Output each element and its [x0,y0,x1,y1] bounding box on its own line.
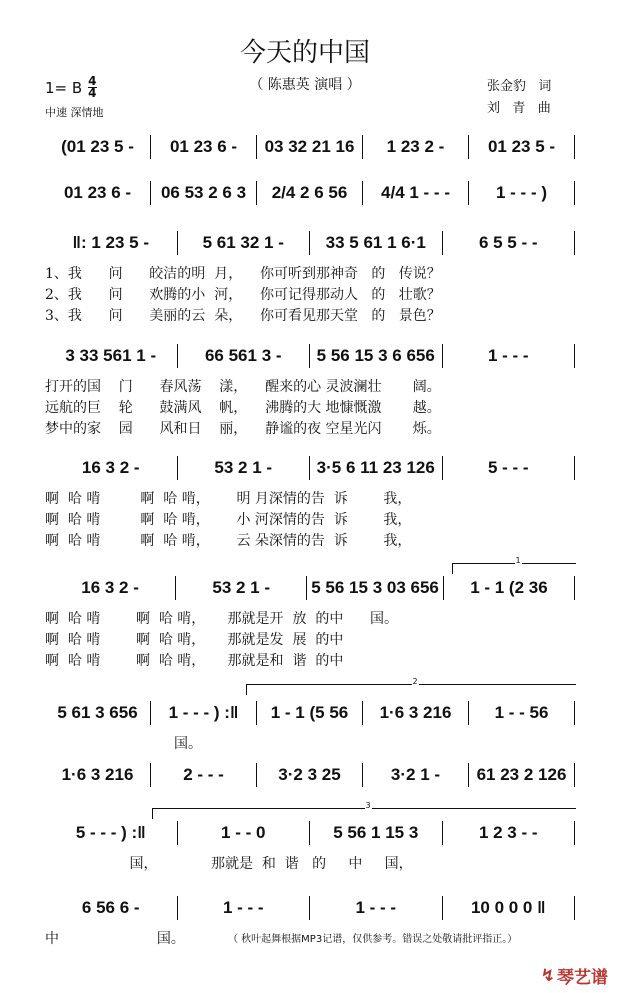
time-sig-top: 4 [88,74,97,88]
volta-label: 1 [515,556,521,565]
measure: 4/4 1 - - - [363,181,469,205]
measure: 1·6 3 216 [363,701,469,725]
measure: ‖: 1 23 5 - [45,231,178,255]
composer: 刘 青 曲 [487,101,551,116]
lyric-line: 3、我 问 美丽的云 朵， 你可看见那天堂 的 景色？ [45,308,441,324]
lyric-line: 啊 哈 啃 啊 哈 啃， 云 朵深情的告 诉 我， [45,533,412,549]
logo-icon: ↯ [540,965,555,986]
measure: 61 23 2 126 [469,763,575,787]
staff-line [45,821,575,845]
logo [541,963,608,988]
measure: 53 2 1 - [178,456,311,480]
measure: 3·5 6 11 23 126 [310,456,443,480]
lyric-line: 啊 哈 啃 啊 哈 啃， 小 河深情的告 诉 我， [45,512,412,528]
measure: 5 - - - ) :‖ [45,821,178,845]
volta-label: 2 [412,677,418,686]
lyric-line: 啊 哈 啃 啊 哈 啃， 那就是和 谐 的中 [45,653,344,669]
lyric-line: 国。 [45,736,203,752]
measure: (01 23 5 - [45,135,151,159]
measure: 3·2 1 - [363,763,469,787]
staff-line [45,763,575,787]
lyric-line: 啊 哈 啃 啊 哈 啃， 那就是发 展 的中 [45,632,344,648]
measure: 2 - - - [151,763,257,787]
footnote: （ 秋叶起舞根据MP3记谱，仅供参考。错误之处敬请批评指正。） [228,934,518,945]
measure: 03 32 21 16 [257,135,363,159]
measure: 1 - - 56 [469,701,575,725]
lyric-line: 中 国。 [45,931,185,947]
measure: 5 56 15 3 6 656 [310,344,443,368]
lyricist: 张金豹 词 [487,79,552,94]
measure: 1 - - 0 [178,821,311,845]
measure: 5 61 3 656 [45,701,151,725]
volta-label: 3 [365,801,371,810]
measure: 1 - 1 (5 56 [257,701,363,725]
lyric-line: 梦中的家 园 风和日 丽， 静谧的夜 空星光闪 烁。 [45,421,441,437]
song-title [0,32,618,69]
staff-line [45,344,575,368]
measure: 01 23 6 - [45,181,151,205]
measure: 5 61 32 1 - [178,231,311,255]
measure: 1·6 3 216 [45,763,151,787]
measure: 33 5 61 1 6·1 [310,231,443,255]
lyric-line: 远航的巨 轮 鼓满风 帆， 沸腾的大 地慷慨激 越。 [45,400,441,416]
tempo-marking: 中速 深情地 [45,106,104,119]
staff-line [45,181,575,205]
time-signature [88,76,96,99]
measure: 1 23 2 - [363,135,469,159]
measure: 1 - - - ) :‖ [151,701,257,725]
measure: 1 - - - [310,896,443,920]
measure: 5 - - - [443,456,576,480]
volta-bracket [452,556,576,574]
measure: 10 0 0 0 ‖ [443,896,576,920]
measure: 01 23 6 - [151,135,257,159]
volta-bracket [246,677,576,695]
measure: 3·2 3 25 [257,763,363,787]
measure: 06 53 2 6 3 [151,181,257,205]
measure: 5 56 1 15 3 [310,821,443,845]
staff-line [45,456,575,480]
credits [487,76,551,120]
lyric-line: 啊 哈 啃 啊 哈 啃， 明 月深情的告 诉 我， [45,491,412,507]
measure: 1 - - - [443,344,576,368]
measure: 1 2 3 - - [443,821,576,845]
measure: 5 56 15 3 03 656 [307,576,444,600]
measure: 6 5 5 - - [443,231,576,255]
measure: 1 - - - ) [469,181,575,205]
lyric-line: 2、我 问 欢腾的小 河， 你可记得那动人 的 壮歌？ [45,287,441,303]
staff-line [45,231,575,255]
lyric-line: 1、我 问 皎洁的明 月， 你可听到那神奇 的 传说？ [45,266,441,282]
measure: 6 56 6 - [45,896,178,920]
title-text: 今天的中国 [239,38,370,68]
measure: 1 - - - [178,896,311,920]
performer-subtitle: （ 陈惠英 演唱 ） [249,77,361,93]
measure: 16 3 2 - [45,576,176,600]
lyric-line: 国， 那就是 和 谐 的 中 国， [45,856,413,872]
staff-line [45,135,575,159]
lyric-line: 啊 哈 啃 啊 哈 啃， 那就是开 放 的中 国。 [45,611,399,627]
measure: 3 33 561 1 - [45,344,178,368]
measure: 1 - 1 (2 36 [444,576,575,600]
measure: 53 2 1 - [176,576,307,600]
key-text: 1= B [45,78,83,97]
lyric-line: 打开的国 门 春风荡 漾， 醒来的心 灵波澜壮 阔。 [45,379,441,395]
measure: 16 3 2 - [45,456,178,480]
measure: 01 23 5 - [469,135,575,159]
key-signature [45,76,97,99]
measure: 66 561 3 - [178,344,311,368]
logo-text: 琴艺谱 [557,968,608,988]
staff-line [45,701,575,725]
measure: 2/4 2 6 56 [257,181,363,205]
staff-line [45,896,575,920]
time-sig-bottom: 4 [88,86,97,100]
staff-line [45,576,575,600]
volta-bracket [152,801,576,819]
